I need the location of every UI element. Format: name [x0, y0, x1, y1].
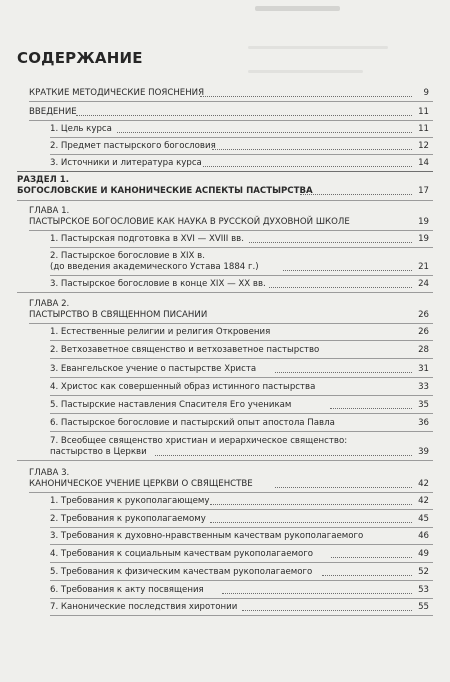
toc-entry-text: 3. Источники и литература курса [50, 158, 202, 168]
toc-entry-text: 7. Всеобщее священство христиан и иерархическое священство: [50, 436, 348, 446]
toc-entry-text: 6. Требования к акту посвящения [50, 585, 204, 595]
toc-entry-text: 1. Пастырская подготовка в XVI — XVIII вв. [50, 234, 244, 244]
toc-entry-text: 3. Евангельское учение о пастырстве Христа [50, 364, 257, 374]
toc-page-number: 52 [418, 567, 429, 577]
toc-entry-text: ГЛАВА 1. [29, 206, 70, 216]
toc-page-number: 28 [418, 345, 429, 355]
leader-dots [155, 455, 412, 456]
toc-page-number: 42 [418, 496, 429, 506]
divider [50, 598, 433, 599]
divider [50, 544, 433, 545]
toc-page-number: 11 [418, 124, 429, 134]
toc-page-number: 35 [418, 400, 429, 410]
divider [50, 377, 433, 378]
bleed-through-text [248, 70, 363, 73]
leader-dots [212, 149, 412, 150]
divider [29, 492, 433, 493]
divider [17, 292, 433, 293]
toc-entry-text: 5. Пастырские наставления Спасителя Его ученикам [50, 400, 292, 410]
toc-entry-text: КРАТКИЕ МЕТОДИЧЕСКИЕ ПОЯСНЕНИЯ [29, 88, 205, 98]
divider [50, 562, 433, 563]
divider [50, 527, 433, 528]
toc-entry-text: 2. Предмет пастырского богословия [50, 141, 216, 151]
toc-entry-text: ПАСТЫРСТВО В СВЯЩЕННОМ ПИСАНИИ [29, 310, 208, 320]
divider [50, 580, 433, 581]
toc-entry-text: 2. Требования к рукополагаемому [50, 514, 206, 524]
toc-page-number: 31 [418, 364, 429, 374]
toc-page-number: 12 [418, 141, 429, 151]
divider [50, 358, 433, 359]
toc-entry-text: 4. Христос как совершенный образ истинного пастырства [50, 382, 316, 392]
divider [50, 431, 433, 432]
divider [29, 323, 433, 324]
divider [50, 340, 433, 341]
toc-page-number: 45 [418, 514, 429, 524]
toc-entry-text: 1. Цель курса [50, 124, 112, 134]
toc-page-number: 14 [418, 158, 429, 168]
divider [29, 101, 433, 102]
divider [50, 137, 433, 138]
toc-entry-text: 3. Пастырское богословие в конце XIX — XX вв. [50, 279, 266, 289]
leader-dots [283, 270, 412, 271]
toc-page-number: 26 [418, 327, 429, 337]
toc-page-number: 39 [418, 447, 429, 457]
toc-page-number: 49 [418, 549, 429, 559]
toc-page-number: 36 [418, 418, 429, 428]
divider [50, 154, 433, 155]
toc-entry-text: 4. Требования к социальным качествам рукополагаемого [50, 549, 314, 559]
divider [50, 275, 433, 276]
toc-entry-text: 5. Требования к физическим качествам рукополагаемого [50, 567, 313, 577]
leader-dots [200, 96, 412, 97]
leader-dots [275, 487, 412, 488]
toc-page-number: 19 [418, 217, 429, 227]
toc-entry-text: ПАСТЫРСКОЕ БОГОСЛОВИЕ КАК НАУКА В РУССКОЙ ДУХОВНОЙ ШКОЛЕ [29, 217, 350, 227]
toc-page-number: 33 [418, 382, 429, 392]
toc-page-number: 53 [418, 585, 429, 595]
toc-page-number: 11 [418, 107, 429, 117]
toc-entry-text: БОГОСЛОВСКИЕ И КАНОНИЧЕСКИЕ АСПЕКТЫ ПАСТЫРСТВА [17, 186, 313, 196]
toc-page-number: 46 [418, 531, 429, 541]
divider [17, 200, 433, 201]
leader-dots [249, 242, 412, 243]
leader-dots [222, 593, 412, 594]
toc-entry-text: пастырство в Церкви [50, 447, 147, 457]
leader-dots [242, 610, 412, 611]
page-title: СОДЕРЖАНИЕ [17, 49, 143, 67]
leader-dots [117, 132, 412, 133]
leader-dots [210, 522, 412, 523]
bleed-through-text [248, 46, 388, 49]
toc-page-number: 21 [418, 262, 429, 272]
divider [50, 615, 433, 616]
toc-entry-text: 2. Ветхозаветное священство и ветхозаветное пастырство [50, 345, 320, 355]
toc-entry-text: 1. Естественные религии и религия Откровения [50, 327, 271, 337]
toc-entry-text: РАЗДЕЛ 1. [17, 175, 69, 185]
leader-dots [275, 372, 412, 373]
toc-page-number: 19 [418, 234, 429, 244]
toc-page-number: 42 [418, 479, 429, 489]
divider [50, 413, 433, 414]
toc-page-number: 17 [418, 186, 429, 196]
toc-entry-text: 1. Требования к рукополагающему [50, 496, 210, 506]
divider [17, 460, 433, 461]
leader-dots [203, 166, 412, 167]
divider [50, 509, 433, 510]
bleed-through-text [255, 6, 340, 11]
leader-dots [210, 504, 412, 505]
divider [17, 171, 433, 172]
toc-page-number: 55 [418, 602, 429, 612]
divider [50, 247, 433, 248]
toc-entry-text: 2. Пастырское богословие в XIX в. [50, 251, 205, 261]
toc-page-number: 9 [423, 88, 429, 98]
divider [29, 120, 433, 121]
toc-entry-text: ГЛАВА 3. [29, 468, 70, 478]
divider [50, 395, 433, 396]
toc-entry-text: КАНОНИЧЕСКОЕ УЧЕНИЕ ЦЕРКВИ О СВЯЩЕНСТВЕ [29, 479, 253, 489]
toc-entry-text: 6. Пастырское богословие и пастырский опыт апостола Павла [50, 418, 335, 428]
leader-dots [322, 575, 412, 576]
toc-page-number: 24 [418, 279, 429, 289]
toc-entry-text: (до введения академического Устава 1884 г.) [50, 262, 259, 272]
toc-page-number: 26 [418, 310, 429, 320]
leader-dots [269, 287, 412, 288]
leader-dots [331, 557, 412, 558]
leader-dots [76, 115, 412, 116]
leader-dots [300, 194, 412, 195]
toc-entry-text: 7. Канонические последствия хиротонии [50, 602, 238, 612]
toc-entry-text: 3. Требования к духовно-нравственным качествам рукополагаемого [50, 531, 364, 541]
toc-entry-text: ГЛАВА 2. [29, 299, 70, 309]
toc-entry-text: ВВЕДЕНИЕ [29, 107, 77, 117]
leader-dots [330, 408, 412, 409]
divider [29, 230, 433, 231]
